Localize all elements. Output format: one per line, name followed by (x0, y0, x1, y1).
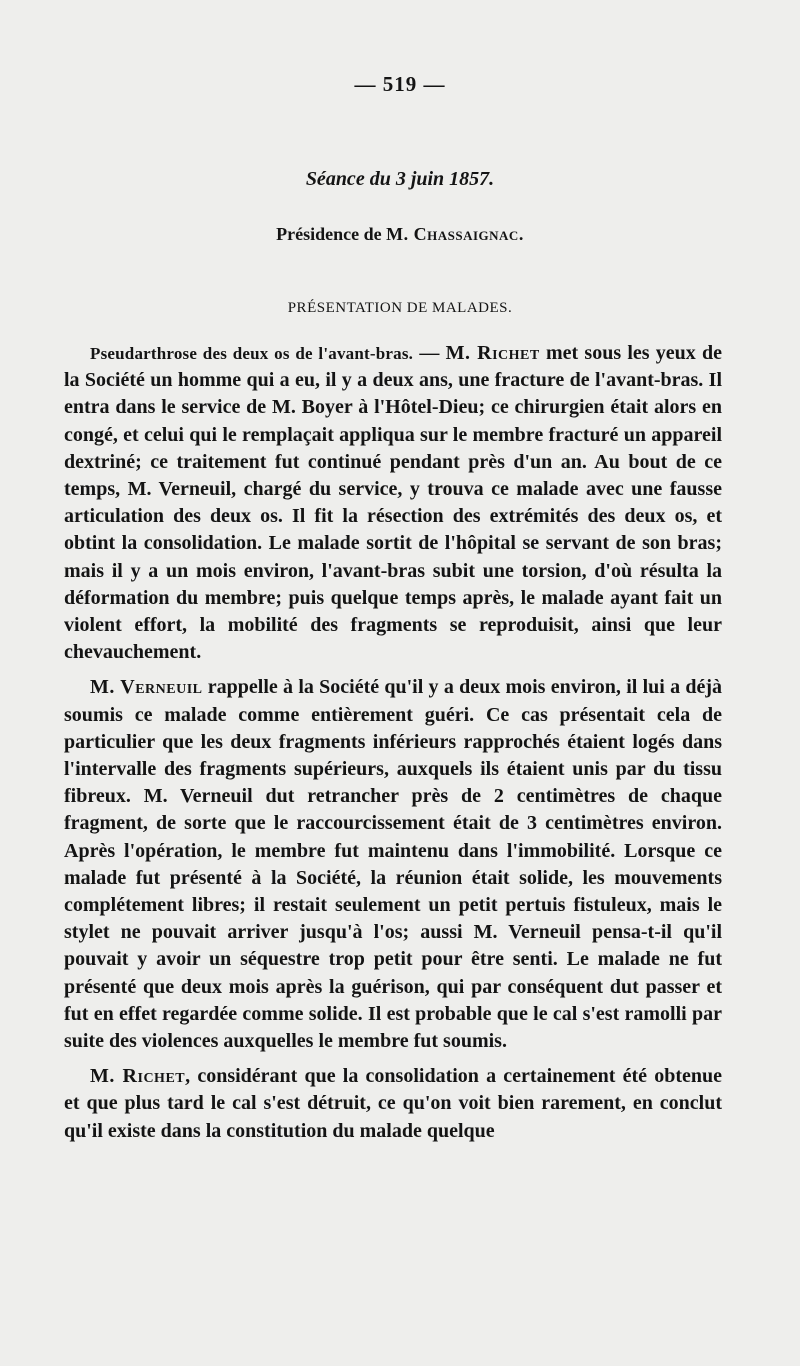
section-heading: PRÉSENTATION DE MALADES. (287, 300, 513, 316)
paragraph (64, 1063, 722, 1145)
session-title: Séance du 3 juin 1857. (305, 168, 495, 190)
body-text (64, 340, 722, 1153)
speaker-name: M. Richet (445, 342, 540, 364)
page-number: — 519 — (354, 72, 446, 96)
speaker-name: M. Verneuil (90, 676, 203, 699)
paragraph-text: , considérant que la consolidation a certainement été obtenue et que plus tard le cal s'est détruit, ce qu'on voit bien rarement, en conclut qu'il existe dans la constitution du malade quelque (64, 1065, 723, 1142)
paragraph-text: met sous les yeux de la Société un homme qui a eu, il y a deux ans, une fracture de l'avant-bras. Il entra dans le service de M. Boyer à l'Hôtel-Dieu; ce chirurgien était alors en congé, et celui qui le remplaçait appliqua sur le membre fracturé un appareil dextriné; ce traitement fut continué pendant près d'un an. Au bout de ce temps, M. Verneuil, chargé du service, y trouva ce malade avec une fausse articulation des deux os. Il fit la résection des extrémités des deux os, et obtint la consolidation. Le malade sortit de l'hôpital se servant de son bras; mais il y a un mois environ, l'avant-bras subit une torsion, d'où résulta la déformation du membre; puis quelque temps après, le malade ayant fait un violent effort, la mobilité des fragments se reproduisit, ainsi que leur chevauchement. (64, 342, 723, 664)
speaker-name: M. Richet (90, 1065, 186, 1088)
presidency-prefix: Présidence de (276, 224, 382, 244)
em-dash: — (413, 342, 446, 364)
paragraph-text: rappelle à la Société qu'il y a deux mois environ, il lui a déjà soumis ce malade comme entièrement guéri. Ce cas présentait cela de particulier que les deux fragments inférieurs rapprochés étaient logés dans l'intervalle des fragments supérieurs, auxquels ils étaient unis par du tissu fibreux. M. Verneuil dut retrancher près de 2 centimètres de chaque fragment, de sorte que le raccourcissement était de 3 centimètres environ. Après l'opération, le membre fut maintenu dans l'immobilité. Lorsque ce malade fut présenté à la Société, la réunion était solide, les mouvements complétement libres; il restait seulement un petit pertuis fistuleux, mais le stylet ne pouvait arriver jusqu'à l'os; aussi M. Verneuil pensa-t-il qu'il pouvait y avoir un séquestre trop petit pour être senti. Le malade ne fut présenté que deux mois après la guérison, qui par conséquent dut passer et fut en effet regardée comme solide. Il est probable que le cal s'est ramolli par suite des violences auxquelles le membre fut soumis. (64, 676, 722, 1053)
presidency-line (0, 224, 800, 245)
paragraph (64, 340, 722, 666)
president-name: M. Chassaignac. (386, 224, 524, 244)
paragraph-title: Pseudarthrose des deux os de l'avant-bras. (90, 344, 414, 363)
paragraph (64, 674, 722, 1055)
